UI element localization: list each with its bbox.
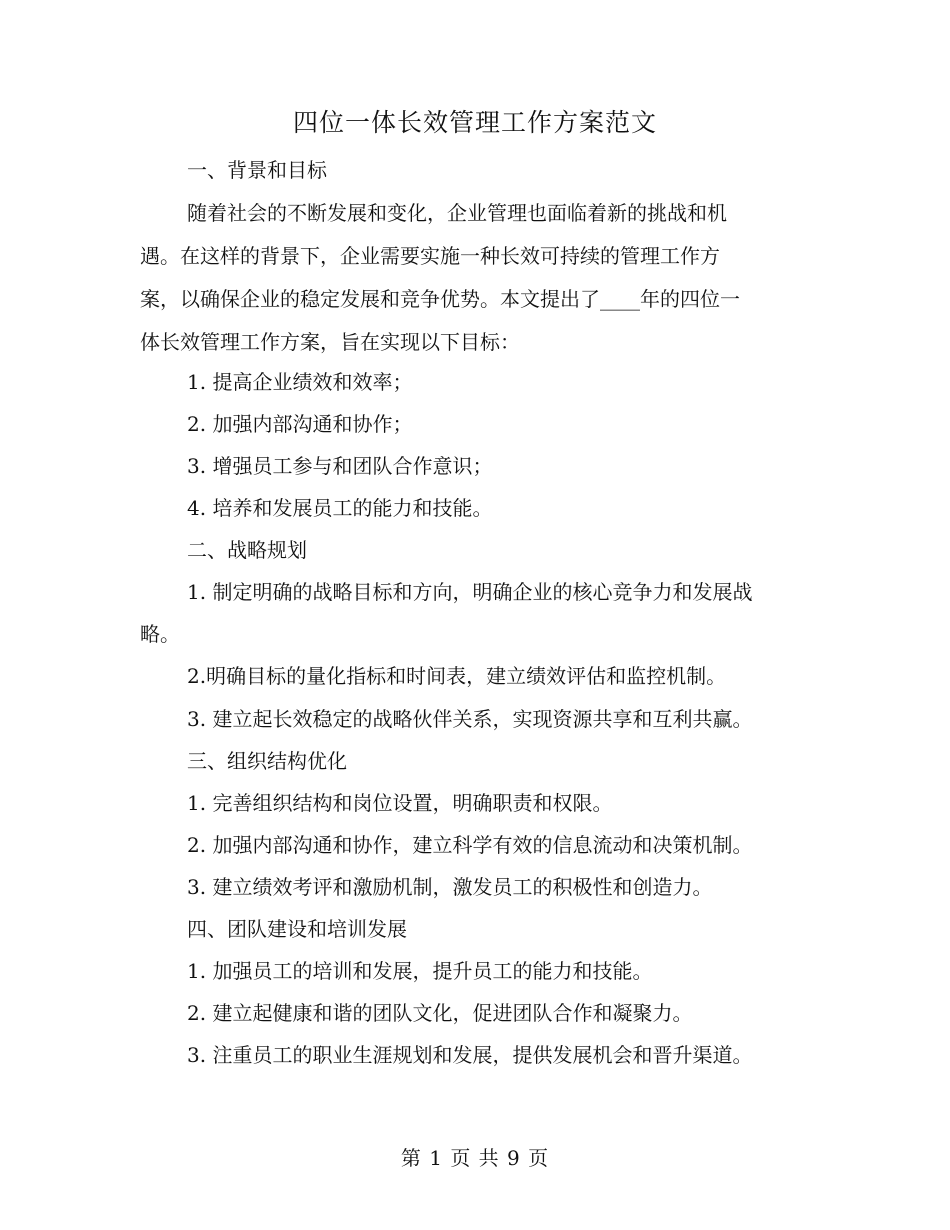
list-item: 3. 增强员工参与和团队合作意识； — [187, 454, 493, 478]
section-heading-team: 四、团队建设和培训发展 — [187, 917, 407, 941]
list-item: 2. 加强内部沟通和协作，建立科学有效的信息流动和决策机制。 — [187, 833, 753, 857]
section-heading-strategy: 二、战略规划 — [187, 538, 307, 562]
paragraph-line: 略。 — [140, 622, 180, 646]
list-item: 1. 提高企业绩效和效率； — [187, 370, 413, 394]
paragraph-line: 随着社会的不断发展和变化，企业管理也面临着新的挑战和机 — [187, 201, 727, 225]
document-title: 四位一体长效管理工作方案范文 — [292, 108, 657, 137]
list-item: 3. 建立绩效考评和激励机制，激发员工的积极性和创造力。 — [187, 875, 713, 899]
section-heading-organization: 三、组织结构优化 — [187, 749, 347, 773]
list-item: 2.明确目标的量化指标和时间表，建立绩效评估和监控机制。 — [187, 664, 727, 688]
list-item: 1. 加强员工的培训和发展，提升员工的能力和技能。 — [187, 959, 653, 983]
list-item: 3. 注重员工的职业生涯规划和发展，提供发展机会和晋升渠道。 — [187, 1043, 753, 1067]
paragraph-line: 遇。在这样的背景下，企业需要实施一种长效可持续的管理工作方 — [140, 244, 720, 268]
paragraph-line: 体长效管理工作方案，旨在实现以下目标： — [140, 330, 520, 354]
list-item: 4. 培养和发展员工的能力和技能。 — [187, 496, 493, 520]
list-item: 1. 完善组织结构和岗位设置，明确职责和权限。 — [187, 791, 613, 815]
list-item: 3. 建立起长效稳定的战略伙伴关系，实现资源共享和互利共赢。 — [187, 707, 753, 731]
paragraph-line: 案，以确保企业的稳定发展和竞争优势。本文提出了____年的四位一 — [140, 287, 740, 311]
list-item: 1. 制定明确的战略目标和方向，明确企业的核心竞争力和发展战 — [187, 580, 753, 604]
list-item: 2. 建立起健康和谐的团队文化，促进团队合作和凝聚力。 — [187, 1001, 693, 1025]
list-item: 2. 加强内部沟通和协作； — [187, 412, 413, 436]
page-number: 第 1 页 共 9 页 — [400, 1146, 550, 1170]
section-heading-background: 一、背景和目标 — [187, 158, 327, 182]
